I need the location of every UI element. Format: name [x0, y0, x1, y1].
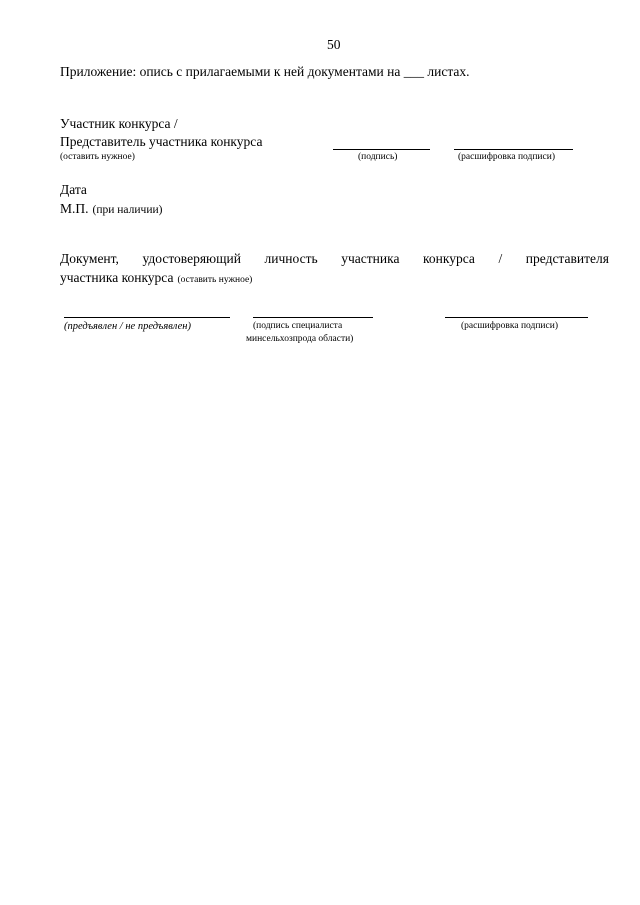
specialist-signature-line — [253, 317, 373, 318]
appendix-text-before: Приложение: опись с прилагаемыми к ней документами на — [60, 64, 404, 79]
identity-word: удостоверяющий — [142, 251, 241, 266]
identity-word: Документ, — [60, 251, 119, 266]
identity-word: представителя — [525, 251, 609, 266]
date-label: Дата — [60, 182, 87, 197]
appendix-line — [60, 64, 470, 80]
identity-doc-line2-note: (оставить нужное) — [177, 275, 253, 285]
identity-word: конкурса — [423, 251, 475, 266]
presentation-decoding-caption: (расшифровка подписи) — [461, 321, 558, 331]
participant-signature-caption: (подпись) — [358, 152, 398, 162]
participant-decoding-line — [454, 149, 573, 150]
page-number: 50 — [327, 37, 341, 52]
identity-doc-line2 — [60, 269, 252, 287]
participant-decoding-caption: (расшифровка подписи) — [458, 152, 555, 162]
identity-doc-line1 — [60, 251, 609, 267]
identity-word: участника — [341, 251, 400, 266]
stamp-label: М.П. — [60, 201, 89, 216]
specialist-caption-line2: минсельхозпрода области) — [246, 334, 354, 344]
identity-word: личность — [264, 251, 318, 266]
representative-label: Представитель участника конкурса — [60, 134, 263, 149]
appendix-text-after: листах. — [424, 64, 470, 79]
presented-caption: (предъявлен / не предъявлен) — [64, 321, 191, 332]
stamp-note: (при наличии) — [92, 204, 163, 216]
identity-word: / — [498, 251, 503, 266]
participant-signature-line — [333, 149, 430, 150]
presented-line — [64, 317, 230, 318]
identity-doc-line2-text: участника конкурса — [60, 270, 174, 285]
participant-label: Участник конкурса / — [60, 116, 178, 131]
specialist-caption-line1: (подпись специалиста — [253, 321, 343, 331]
presentation-decoding-line — [445, 317, 588, 318]
choose-needed-note: (оставить нужное) — [60, 152, 135, 162]
stamp-line — [60, 200, 162, 218]
appendix-sheet-count-blank: ___ — [403, 64, 424, 79]
